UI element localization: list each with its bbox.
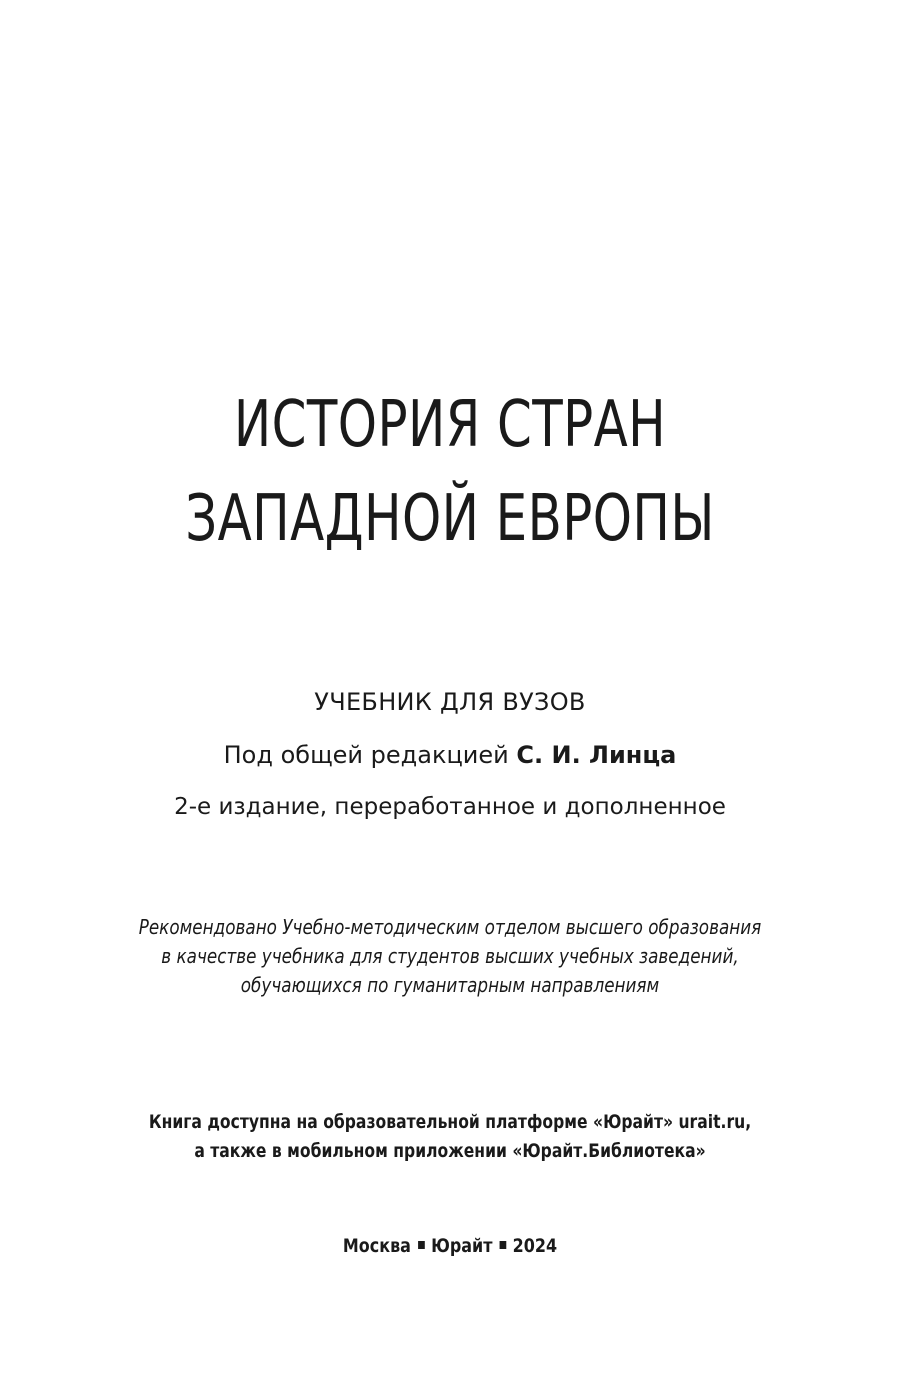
- recommendation-line-2: в качестве учебника для студентов высших учебных заведений,: [161, 944, 739, 968]
- availability-note: [81, 1108, 819, 1166]
- availability-line-2: а также в мобильном приложении «Юрайт.Библиотека»: [194, 1140, 706, 1162]
- edition-note: 2-е издание, переработанное и дополненное: [174, 794, 726, 820]
- square-separator-icon: [499, 1241, 506, 1249]
- editor-name: С. И. Линца: [516, 741, 677, 769]
- imprint: [72, 1232, 828, 1260]
- book-type: УЧЕБНИК ДЛЯ ВУЗОВ: [314, 688, 586, 716]
- recommendation-line-1: Рекомендовано Учебно-методическим отделом высшего образования: [138, 915, 762, 939]
- book-title: [99, 378, 801, 566]
- recommendation-note: [72, 913, 828, 1000]
- imprint-publisher: Юрайт: [431, 1235, 493, 1257]
- editor-line: [0, 738, 900, 772]
- editor-prefix: Под общей редакцией: [223, 741, 509, 769]
- square-separator-icon: [418, 1241, 425, 1249]
- book-title-line-2: ЗАПАДНОЙ ЕВРОПЫ: [185, 482, 715, 556]
- imprint-city: Москва: [342, 1235, 411, 1257]
- availability-line-1: Книга доступна на образовательной платформе «Юрайт» urait.ru,: [148, 1111, 752, 1133]
- recommendation-line-3: обучающихся по гуманитарным направлениям: [240, 973, 660, 997]
- imprint-year: 2024: [512, 1235, 558, 1257]
- book-title-line-1: ИСТОРИЯ СТРАН: [233, 388, 667, 462]
